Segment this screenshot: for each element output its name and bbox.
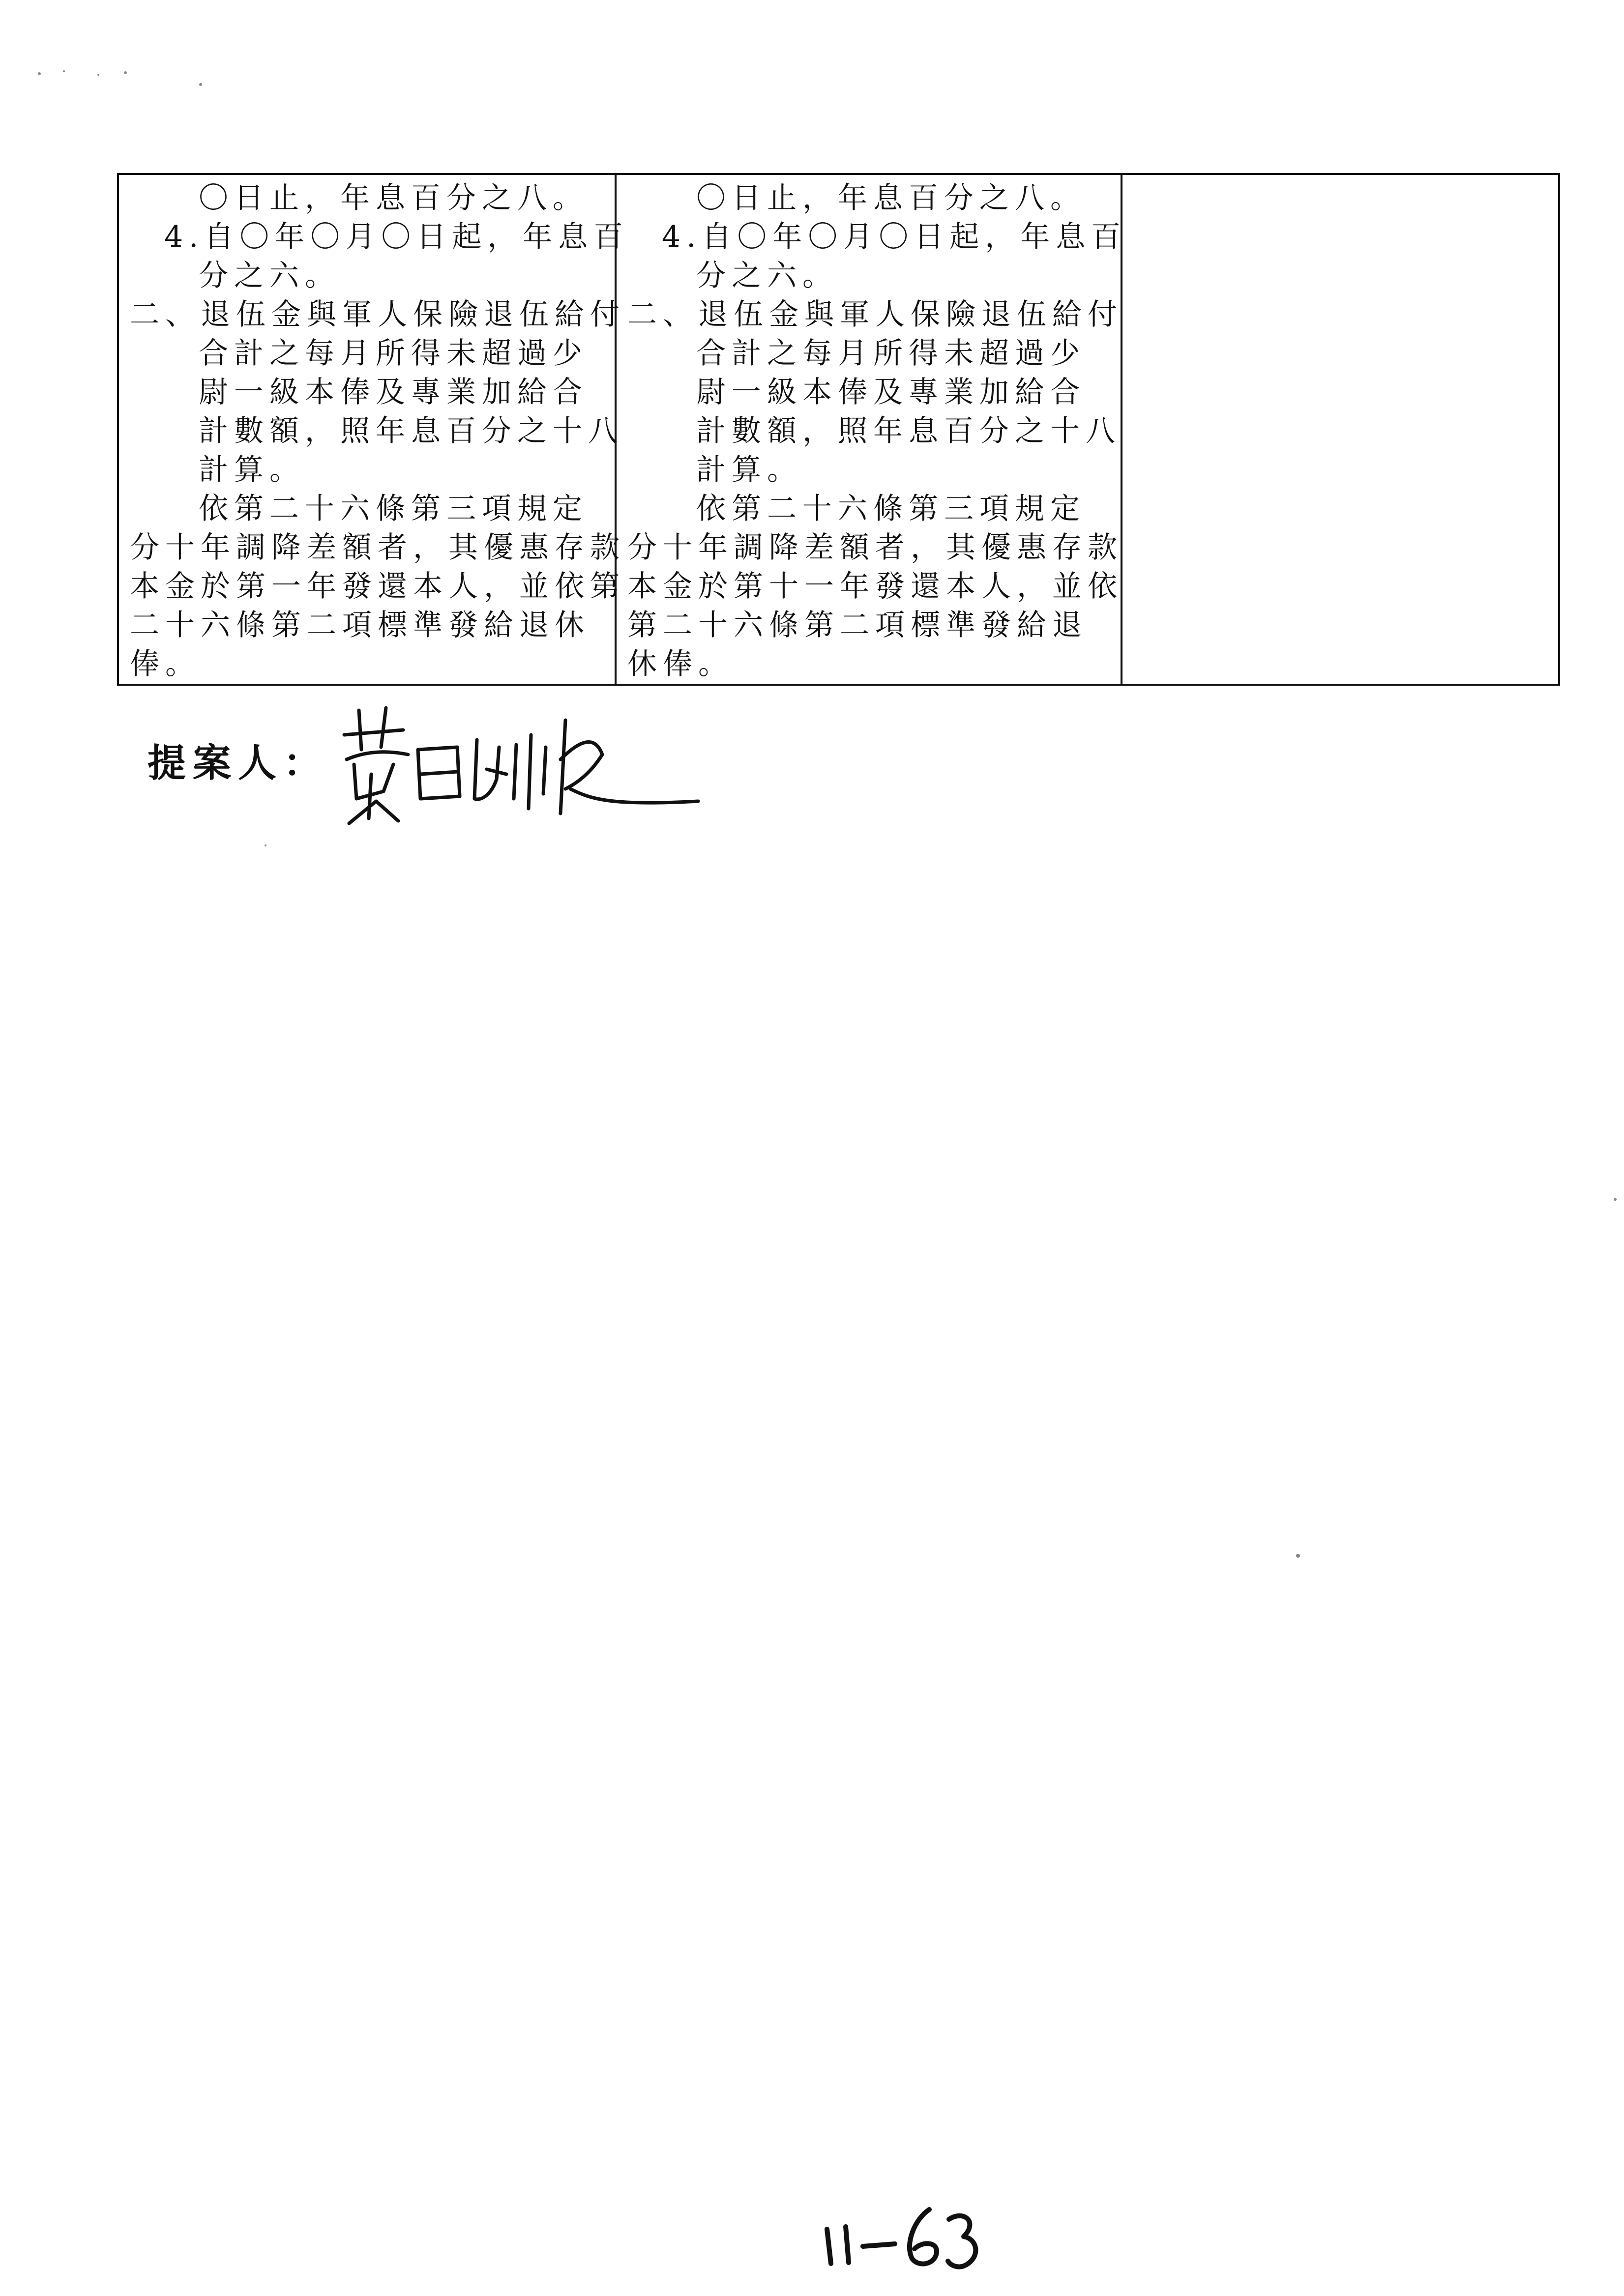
table-cell-middle (616, 174, 1127, 685)
table-cell-right-empty (1122, 174, 1559, 685)
table-row (118, 174, 1559, 685)
text-line: 計數額，照年息百分之十八 (696, 414, 1121, 448)
text-line: 分之六。 (199, 259, 340, 293)
text-line: 合計之每月所得未超過少 (696, 336, 1086, 371)
text-line: 4.自〇年〇月〇日起，年息百 (662, 220, 1127, 254)
proposer-label: 提案人： (148, 741, 329, 785)
text-line: 〇日止，年息百分之八。 (199, 181, 588, 215)
handwritten-signature (334, 700, 708, 828)
middle-column-text (627, 179, 1127, 684)
text-line: 本金於第十一年發還本人，並依 (627, 569, 1123, 604)
text-line: 二、退伍金與軍人保險退伍給付 (627, 297, 1123, 332)
text-line: 分十年調降差額者，其優惠存款 (627, 530, 1123, 565)
text-line: 分之六。 (696, 259, 838, 293)
text-line: 本金於第一年發還本人，並依第 (130, 569, 625, 604)
text-line: 計算。 (199, 453, 305, 487)
left-column-text (130, 179, 629, 684)
text-line: 4.自〇年〇月〇日起，年息百 (164, 220, 629, 254)
text-line: 第二十六條第二項標準發給退 (627, 608, 1088, 642)
text-line: 依第二十六條第三項規定 (199, 492, 588, 526)
text-line: 依第二十六條第三項規定 (696, 492, 1086, 526)
text-line: 尉一級本俸及專業加給合 (696, 375, 1086, 409)
text-line: 〇日止，年息百分之八。 (696, 181, 1086, 215)
text-line: 計數額，照年息百分之十八 (199, 414, 623, 448)
text-line: 二、退伍金與軍人保險退伍給付 (130, 297, 625, 332)
text-line: 二十六條第二項標準發給退休 (130, 608, 590, 642)
text-line: 計算。 (696, 453, 802, 487)
text-line: 俸。 (130, 647, 201, 681)
text-line: 休俸。 (627, 647, 734, 681)
text-line: 合計之每月所得未超過少 (199, 336, 588, 371)
comparison-table (117, 173, 1560, 686)
text-line: 分十年調降差額者，其優惠存款 (130, 530, 625, 565)
text-line: 尉一級本俸及專業加給合 (199, 375, 588, 409)
page-number-handwritten (816, 2200, 983, 2273)
table-cell-left (118, 174, 629, 685)
